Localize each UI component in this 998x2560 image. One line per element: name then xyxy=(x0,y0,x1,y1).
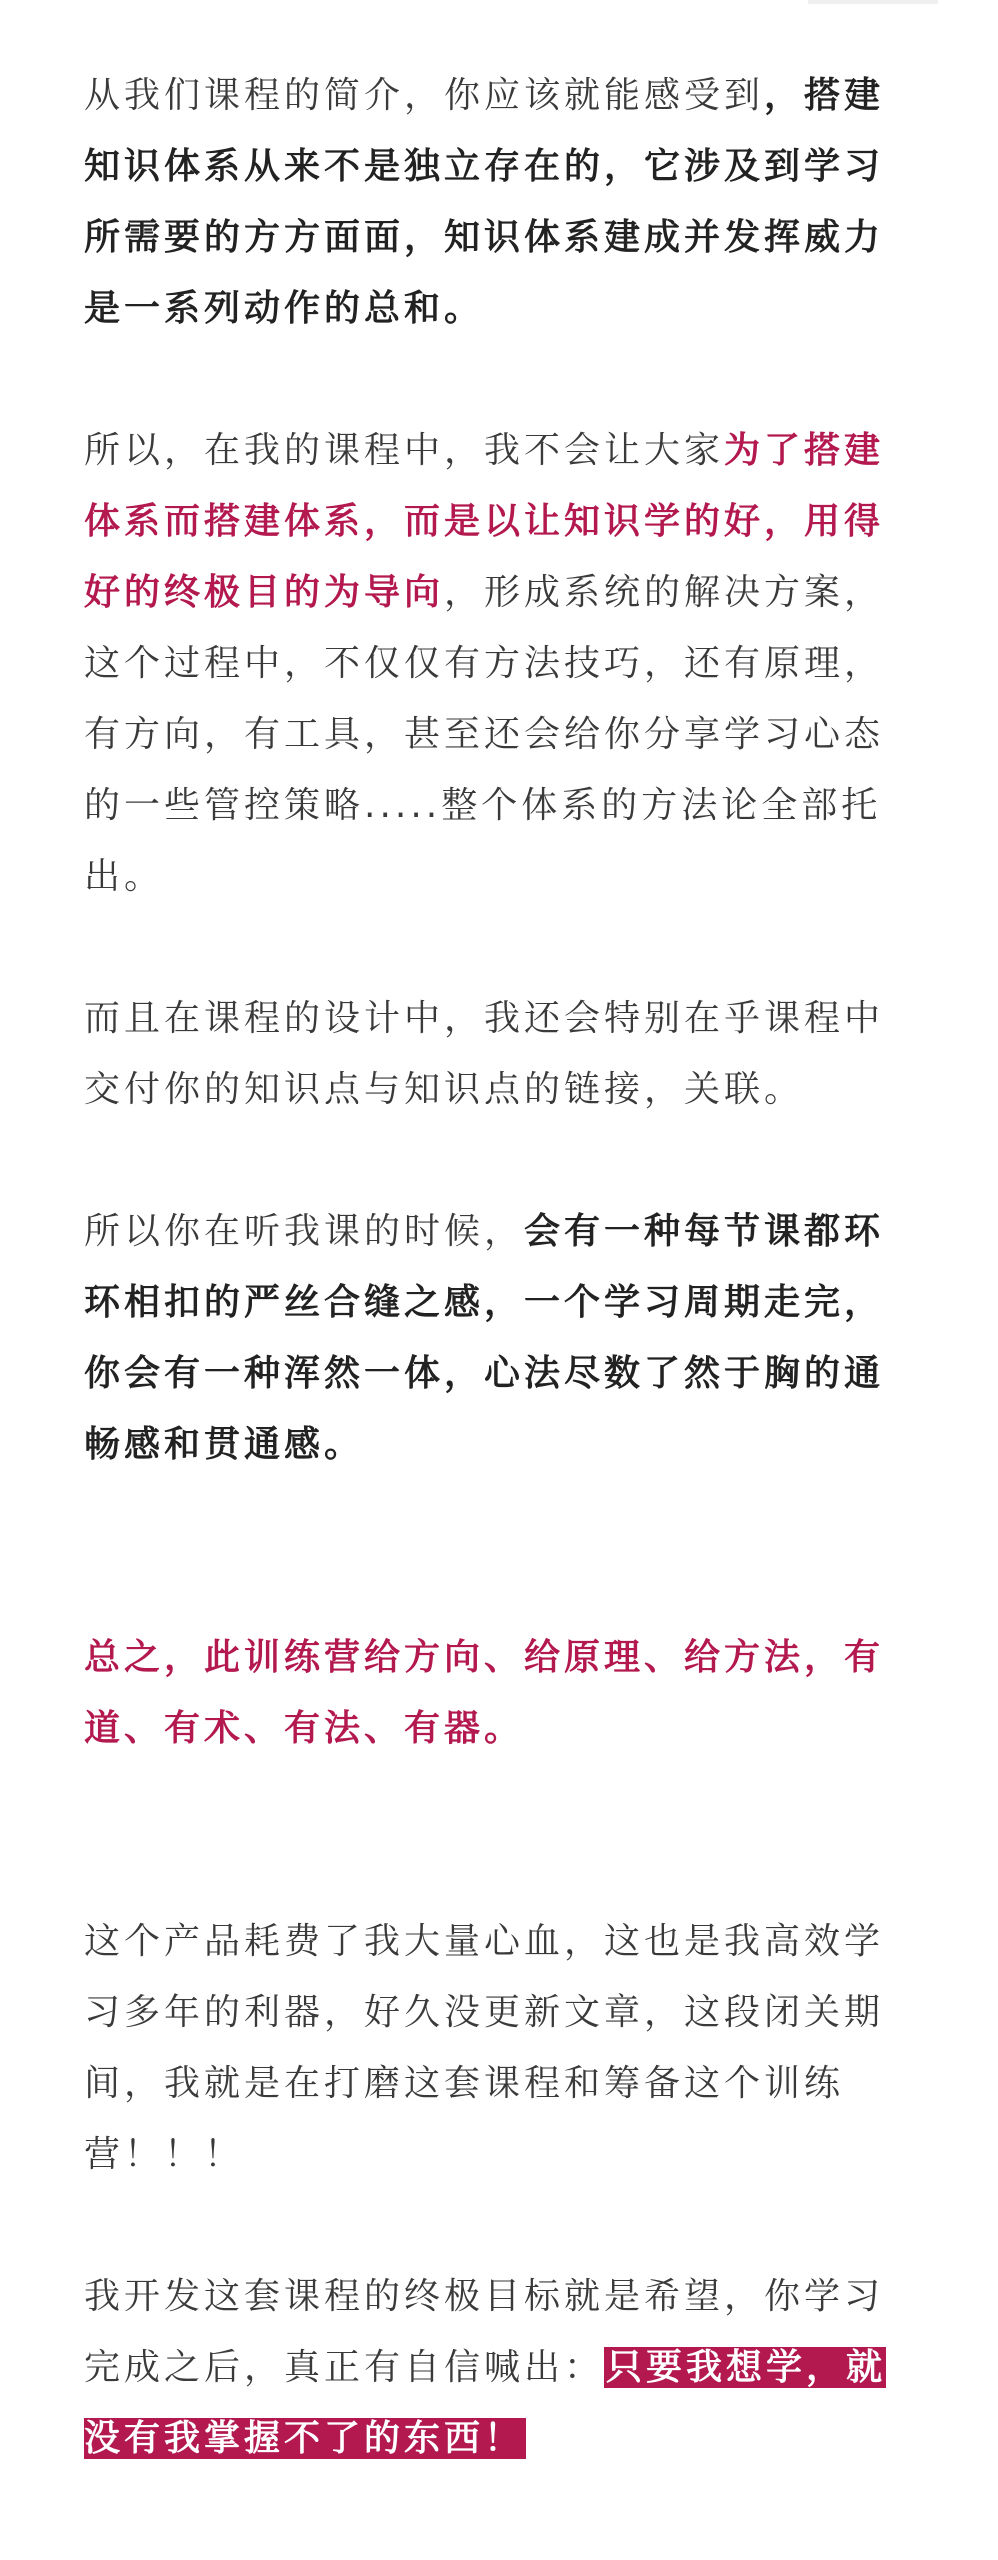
paragraph-intro xyxy=(84,60,904,344)
experience-text-lead: 所以你在听我课的时候， xyxy=(84,1211,525,1252)
approach-emphasis: 为了搭建体系而搭建体系，而是以让知识学的好，用得好的终极目的为导向 xyxy=(84,430,885,613)
paragraph-effort xyxy=(84,1906,904,2190)
top-divider xyxy=(808,0,938,4)
paragraph-goal xyxy=(84,2261,904,2474)
approach-text-rest: ，形成系统的解决方案，这个过程中，不仅仅有方法技巧，还有原理，有方向，有工具，甚至还会给你分享学习心态的一些管控策略.....整个体系的方法论全部托出。 xyxy=(84,572,885,897)
paragraph-design xyxy=(84,983,904,1125)
paragraph-experience xyxy=(84,1196,904,1480)
intro-text: 从我们课程的简介，你应该就能感受到 xyxy=(84,75,765,116)
intro-bold-text: ，搭建知识体系从来不是独立存在的，它涉及到学习所需要的方方面面，知识体系建成并发挥威力是一系列动作的总和。 xyxy=(84,75,885,329)
paragraph-summary xyxy=(84,1622,904,1764)
goal-text-lead: 我开发这套课程的终极目标就是希望，你学习完成之后，真正有自信喊出： xyxy=(84,2276,885,2388)
experience-bold-text: 会有一种每节课都环环相扣的严丝合缝之感，一个学习周期走完，你会有一种浑然一体，心法尽数了然于胸的通畅感和贯通感。 xyxy=(84,1211,885,1465)
summary-emphasis: 总之，此训练营给方向、给原理、给方法，有道、有术、有法、有器。 xyxy=(84,1637,885,1749)
approach-text-lead: 所以，在我的课程中，我不会让大家 xyxy=(84,430,725,471)
design-text: 而且在课程的设计中，我还会特别在乎课程中交付你的知识点与知识点的链接，关联。 xyxy=(84,998,885,1110)
article-body xyxy=(84,60,904,2474)
goal-highlight: 只要我想学，就没有我掌握不了的东西！ xyxy=(84,2347,887,2459)
paragraph-approach xyxy=(84,415,904,912)
effort-text: 这个产品耗费了我大量心血，这也是我高效学习多年的利器，好久没更新文章，这段闭关期间，我就是在打磨这套课程和筹备这个训练营！！！ xyxy=(84,1921,885,2175)
